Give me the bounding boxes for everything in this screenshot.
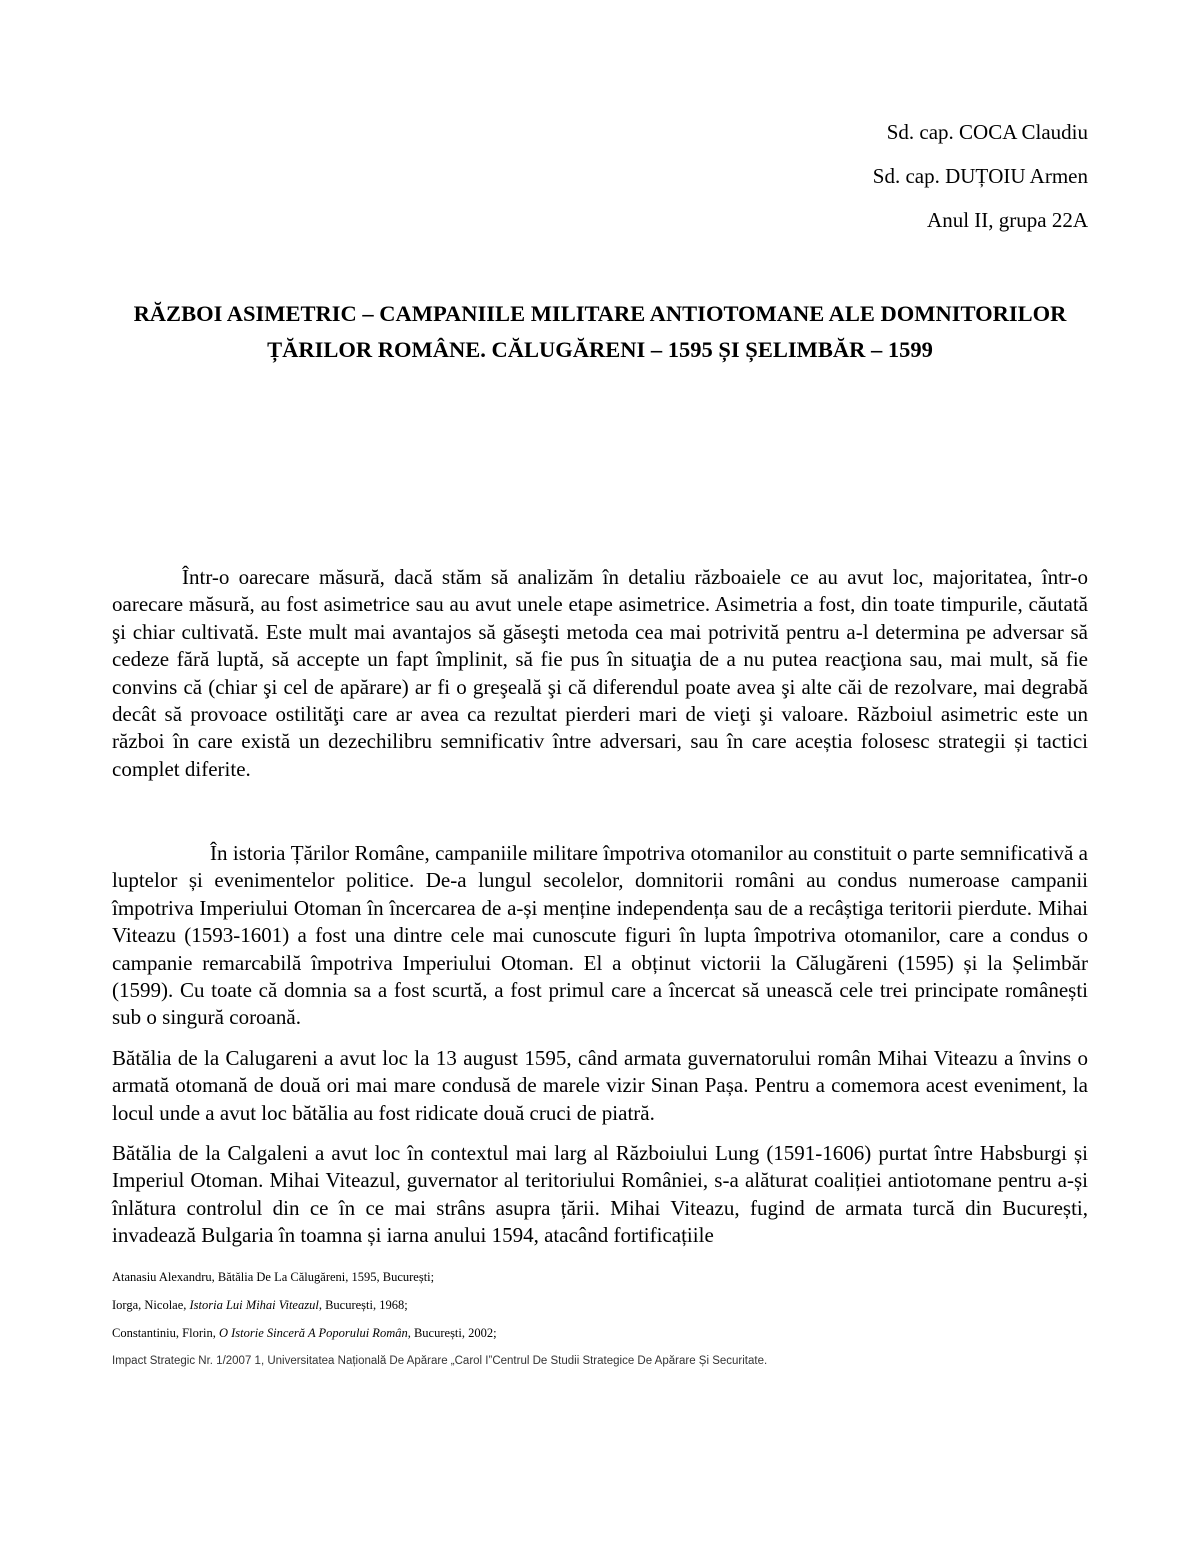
reference-3 xyxy=(112,1326,1088,1340)
reference-2 xyxy=(112,1298,1088,1312)
reference-1: Atanasiu Alexandru, Bătălia De La Călugăreni, 1595, București; xyxy=(112,1270,435,1284)
paragraph-1: Într-o oarecare măsură, dacă stăm să analizăm în detaliu războaiele ce au avut loc, majoritatea, într-o oarecare măsură, au fost asimetrice sau au avut unele etape asimetrice. Asimetria a fost, din toate timpurile, căutată şi chiar cultivată. Este mult mai avantajos să găseşti metoda cea mai potrivită pentru a-l determina pe adversar să cedeze fără luptă, să accepte un fapt împlinit, să fie pus în situaţia de a nu putea reacţiona sau, mai mult, să fie convins că (chiar şi cel de apărare) ar fi o greşeală şi că diferendul poate avea şi alte căi de rezolvare, mai degrabă decât să provoace ostilităţi care ar avea ca rezultat pierderi mari de vieţi şi valoare. Războiul asimetric este un război în care există un dezechilibru semnificativ între adversari, sau în care aceștia folosesc strategii și tactici complet diferite. xyxy=(112,565,1088,781)
author-line-2: Sd. cap. DUȚOIU Armen xyxy=(872,164,1088,188)
reference-3-title: O Istorie Sinceră A Poporului Român xyxy=(218,1326,408,1340)
reference-2-author: Iorga, Nicolae, xyxy=(112,1298,190,1312)
paragraph-4: Bătălia de la Calgaleni a avut loc în contextul mai larg al Războiului Lung (1591-1606) purtat între Habsburgi și Imperiul Otoman. Mihai Viteazul, guvernator al teritoriului României, s-a alăturat coaliției antiotomane pentru a-și înlătura controlul din ce în ce mai strâns asupra țării. Mihai Viteazu, fugind de armata turcă din București, invadează Bulgaria în toamna și iarna anului 1594, atacând fortificațiile xyxy=(112,1141,1088,1248)
document-title: RĂZBOI ASIMETRIC – CAMPANIILE MILITARE ANTIOTOMANE ALE DOMNITORILOR ȚĂRILOR ROMÂNE. CĂLUGĂRENI – 1595 ȘI ȘELIMBĂR – 1599 xyxy=(133,301,1067,362)
author-line-1: Sd. cap. COCA Claudiu xyxy=(886,120,1088,144)
author-group-line: Anul II, grupa 22A xyxy=(927,208,1088,232)
paragraph-3: Bătălia de la Calugareni a avut loc la 13 august 1595, când armata guvernatorului român Mihai Viteazu a învins o armată otomană de două ori mai mare condusă de marele vizir Sinan Pașa. Pentru a comemora acest eveniment, la locul unde a avut loc bătălia au fost ridicate două cruci de piatră. xyxy=(112,1046,1088,1125)
reference-2-title: Istoria Lui Mihai Viteazul xyxy=(189,1298,319,1312)
reference-3-author: Constantiniu, Florin, xyxy=(112,1326,219,1340)
author-block xyxy=(873,110,1088,242)
reference-4: Impact Strategic Nr. 1/2007 1, Universitatea Națională De Apărare „Carol I”Centrul De Studii Strategice De Apărare Și Securitate. xyxy=(112,1355,768,1367)
paragraph-2: În istoria Țărilor Române, campaniile militare împotriva otomanilor au constituit o parte semnificativă a luptelor și evenimentelor politice. De-a lungul secolelor, domnitorii români au condus numeroase campanii împotriva Imperiului Otoman în încercarea de a-și menține independența sau de a recâștiga teritorii pierdute. Mihai Viteazu (1593-1601) a fost una dintre cele mai cunoscute figuri în lupta împotriva otomanilor, care a condus o campanie remarcabilă împotriva Imperiului Otoman. El a obținut victorii la Călugăreni (1595) și la Șelimbăr (1599). Cu toate că domnia sa a fost scurtă, a fost primul care a încercat să unească cele trei principate românești sub o singură coroană. xyxy=(112,841,1088,1030)
reference-2-publication: , București, 1968; xyxy=(318,1298,408,1312)
references-list xyxy=(112,1270,1088,1382)
reference-3-publication: , București, 2002; xyxy=(407,1326,497,1340)
